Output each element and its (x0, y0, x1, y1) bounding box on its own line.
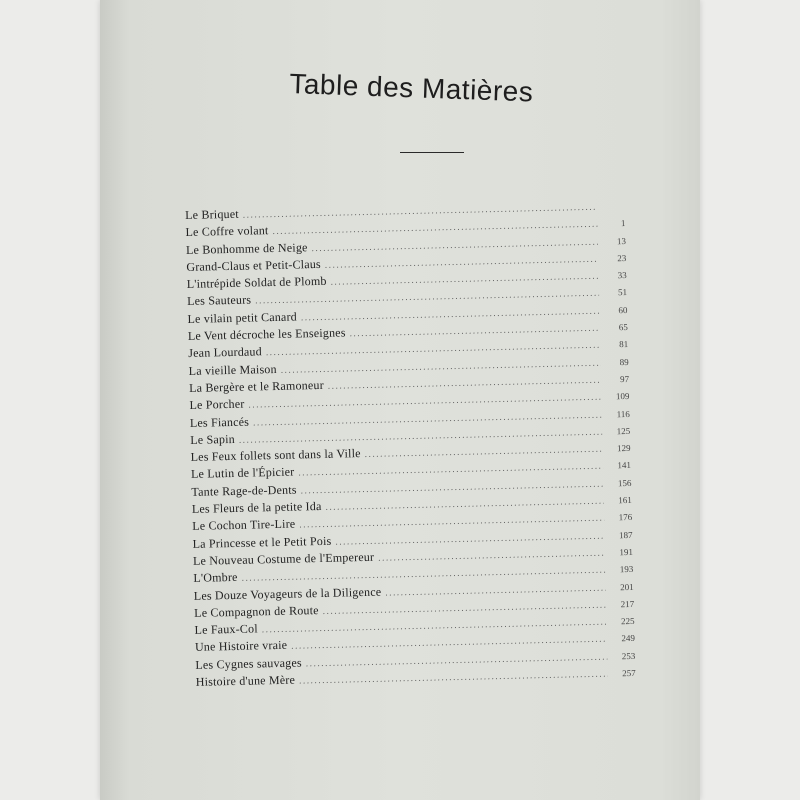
toc-entry-page: 249 (621, 633, 636, 644)
toc-entry-title: Les Fleurs de la petite Ida (191, 499, 322, 516)
toc-entry-title: Les Douze Voyageurs de la Diligence (193, 584, 382, 603)
toc-entry-page (601, 209, 625, 210)
toc-entry-page: 81 (619, 339, 629, 350)
title-divider (400, 152, 464, 153)
toc-entry-page: 97 (619, 373, 630, 385)
toc-entry-page: 109 (615, 391, 630, 402)
toc-entry-title: Le Sapin (190, 431, 236, 447)
toc-entry-title: L'intrépide Soldat de Plomb (186, 273, 327, 292)
book-page (100, 0, 700, 800)
toc-entry-page: 225 (620, 616, 635, 627)
toc-entry-title: Le Coffre volant (185, 223, 269, 240)
toc-entry-page: 51 (617, 287, 628, 298)
toc-entry-page: 89 (619, 356, 629, 367)
toc-entry-page: 23 (617, 252, 627, 264)
toc-entry-page: 65 (618, 322, 628, 333)
toc-entry-title: Le Cochon Tire-Lire (192, 516, 296, 534)
toc-entry-title: Le Bonhomme de Neige (185, 239, 308, 257)
toc-entry-page: 125 (616, 425, 631, 437)
toc-entry-title: Grand-Claus et Petit-Claus (186, 256, 321, 274)
toc-entry-title: Le Vent décroche les Enseignes (187, 325, 346, 344)
toc-entry-page: 1 (620, 218, 626, 229)
toc-entry-title: Le Nouveau Costume de l'Empereur (192, 549, 375, 568)
toc-entry-page: 191 (619, 546, 634, 558)
toc-entry-page: 60 (618, 304, 628, 315)
toc-entry-title: Les Sauteurs (186, 293, 252, 309)
toc-entry-page: 201 (620, 581, 634, 592)
toc-entry-title: Tante Rage-de-Dents (191, 482, 297, 499)
toc-entry-title: Histoire d'une Mère (195, 672, 296, 689)
toc-entry-page: 116 (616, 408, 630, 419)
toc-entry-page: 217 (620, 598, 635, 610)
toc-entry-page: 141 (617, 460, 632, 471)
toc-entry-title: Les Feux follets sont dans la Ville (190, 446, 361, 465)
toc-entry-title: Jean Lourdaud (188, 344, 263, 361)
toc-entry-title: Le Porcher (189, 396, 245, 413)
page-title: Table des Matières (288, 68, 534, 108)
toc-entry-title: La vieille Maison (188, 361, 277, 378)
toc-entry-title: L'Ombre (193, 570, 238, 586)
toc-entry-title: Le Briquet (185, 206, 239, 222)
toc-entry-page: 176 (618, 512, 633, 523)
toc-entry-title: La Bergère et le Ramoneur (188, 377, 324, 395)
toc-entry-page: 161 (618, 494, 632, 506)
toc-entry-title: Le vilain petit Canard (187, 309, 298, 326)
toc-entry-title: Les Fiancés (189, 414, 250, 430)
toc-entry-title: La Princesse et le Petit Pois (192, 533, 332, 551)
toc-entry-title: Une Histoire vraie (194, 638, 288, 655)
toc-entry-title: Le Lutin de l'Épicier (190, 465, 295, 482)
toc-entry-page: 187 (618, 529, 633, 540)
toc-entry-title: Les Cygnes sauvages (195, 655, 302, 672)
table-of-contents (185, 197, 636, 691)
toc-entry-page: 257 (622, 667, 636, 679)
toc-entry-page: 253 (621, 650, 636, 661)
toc-entry-page: 193 (619, 564, 634, 575)
toc-entry-title: Le Faux-Col (194, 621, 258, 638)
toc-entry-page: 13 (616, 235, 626, 246)
toc-entry-page: 156 (617, 477, 632, 488)
toc-entry-page: 129 (616, 443, 631, 454)
toc-entry-title: Le Compagnon de Route (194, 602, 319, 620)
toc-entry-page: 33 (617, 270, 627, 281)
